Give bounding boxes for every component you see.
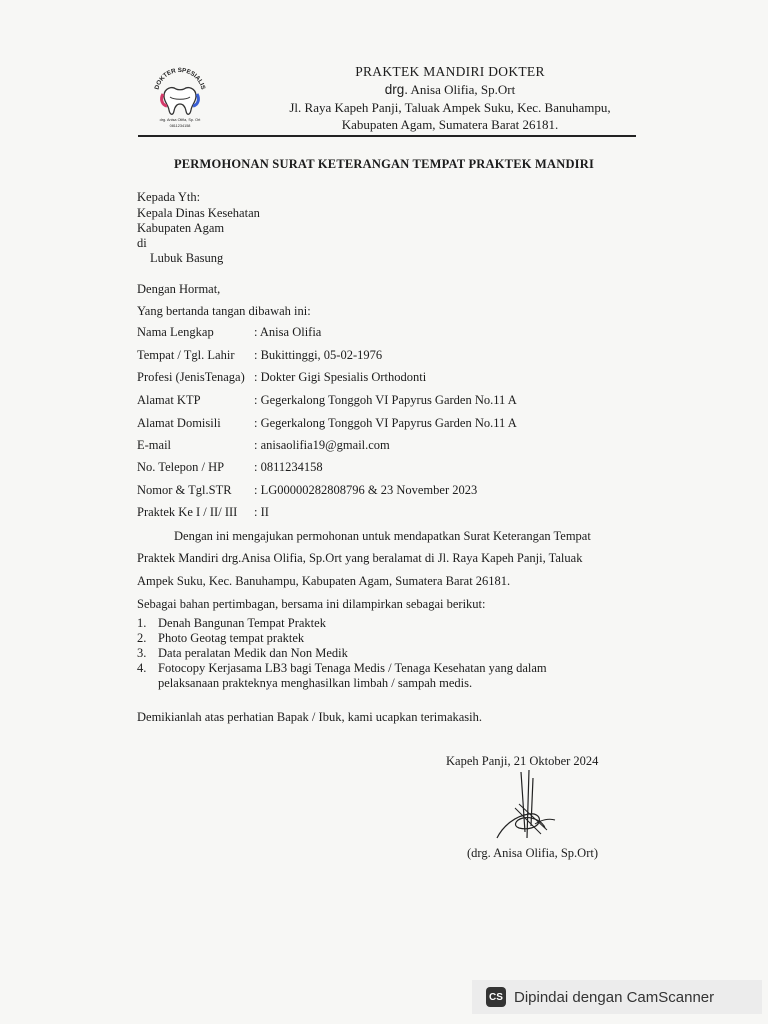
tooth-logo-icon [150,66,210,132]
svg-text:DOKTER SPESIALIS [153,67,206,90]
field-value: : anisaolifia19@gmail.com [254,438,390,452]
list-item [137,661,547,691]
camscanner-icon: CS [486,987,506,1007]
recipient-to: Kepada Yth: [137,190,201,204]
field-value: : Anisa Olifia [254,325,322,339]
letterhead-line1: PRAKTEK MANDIRI DOKTER [355,64,545,79]
intro-text: Yang bertanda tangan dibawah ini: [137,304,311,318]
field-value: : 0811234158 [254,460,323,474]
field-label: Alamat Domisili [137,416,221,430]
place-date: Kapeh Panji, 21 Oktober 2024 [446,754,599,768]
clinic-logo [150,66,210,132]
letterhead [240,63,660,133]
list-number: 4. [137,661,147,675]
logo-arc-text: DOKTER SPESIALIS [153,66,207,91]
body-line3: Ampek Suku, Kec. Banuhampu, Kabupaten Agam, Sumatera Barat 26181. [137,574,511,588]
field-value: : Bukittinggi, 05-02-1976 [254,348,383,362]
list-number: 2. [137,631,147,645]
field-label: Profesi (JenisTenaga) [137,370,245,384]
list-number: 1. [137,616,147,630]
letterhead-line2 [240,81,660,99]
closing-text: Demikianlah atas perhatian Bapak / Ibuk, kami ucapkan terimakasih. [137,710,483,724]
handwritten-signature-icon [485,768,565,848]
list-text-continued: pelaksanaan prakteknya menghasilkan limbah / sampah medis. [158,676,473,690]
logo-name-text: drg. Anisa Olifia, Sp. Ort [159,118,201,122]
field-value: : Dokter Gigi Spesialis Orthodonti [254,370,427,384]
list-text: Denah Bangunan Tempat Praktek [158,616,326,630]
field-value: : LG00000282808796 & 23 November 2023 [254,483,478,497]
field-value: : Gegerkalong Tonggoh VI Papyrus Garden No.11 A [254,416,517,430]
list-item [137,616,547,631]
letterhead-title-prefix: drg. [384,82,408,97]
letterhead-divider [138,135,636,137]
recipient-city: Lubuk Basung [150,251,224,265]
recipient-region: Kabupaten Agam [137,221,225,235]
list-item [137,646,547,661]
field-label: E-mail [137,438,172,452]
attachment-list [137,616,547,691]
document-title: PERMOHONAN SURAT KETERANGAN TEMPAT PRAKTEK MANDIRI [173,157,595,171]
signature [485,768,565,848]
field-value: : II [254,505,269,519]
field-label: Nama Lengkap [137,325,214,339]
body-line4: Sebagai bahan pertimbagan, bersama ini dilampirkan sebagai berikut: [137,597,486,611]
recipient-office: Kepala Dinas Kesehatan [137,206,260,220]
letterhead-doctor-name: Anisa Olifia, Sp.Ort [408,82,516,97]
body-line1: Dengan ini mengajukan permohonan untuk mendapatkan Surat Keterangan Tempat [174,529,591,543]
list-item [137,631,547,646]
list-number: 3. [137,646,147,660]
signer-name: (drg. Anisa Olifia, Sp.Ort) [467,846,599,860]
list-text: Photo Geotag tempat praktek [158,631,305,645]
field-label: Nomor & Tgl.STR [137,483,232,497]
letterhead-address1: Jl. Raya Kapeh Panji, Taluak Ampek Suku, Kec. Banuhampu, [289,100,611,115]
greeting: Dengan Hormat, [137,282,221,296]
field-label: No. Telepon / HP [137,460,225,474]
body-line2: Praktek Mandiri drg.Anisa Olifia, Sp.Ort yang beralamat di Jl. Raya Kapeh Panji, Taluak [137,551,583,565]
list-text: Data peralatan Medik dan Non Medik [158,646,348,660]
recipient-di: di [137,236,147,250]
letterhead-address2: Kabupaten Agam, Sumatera Barat 26181. [341,117,559,132]
field-label: Tempat / Tgl. Lahir [137,348,235,362]
camscanner-label: Dipindai dengan CamScanner [514,988,715,1006]
field-label: Alamat KTP [137,393,201,407]
field-label: Praktek Ke I / II/ III [137,505,238,519]
camscanner-watermark [472,980,762,1014]
logo-phone-text: 0811234158 [169,124,191,128]
list-text: Fotocopy Kerjasama LB3 bagi Tenaga Medis / Tenaga Kesehatan yang dalam [158,661,547,675]
field-value: : Gegerkalong Tonggoh VI Papyrus Garden No.11 A [254,393,517,407]
